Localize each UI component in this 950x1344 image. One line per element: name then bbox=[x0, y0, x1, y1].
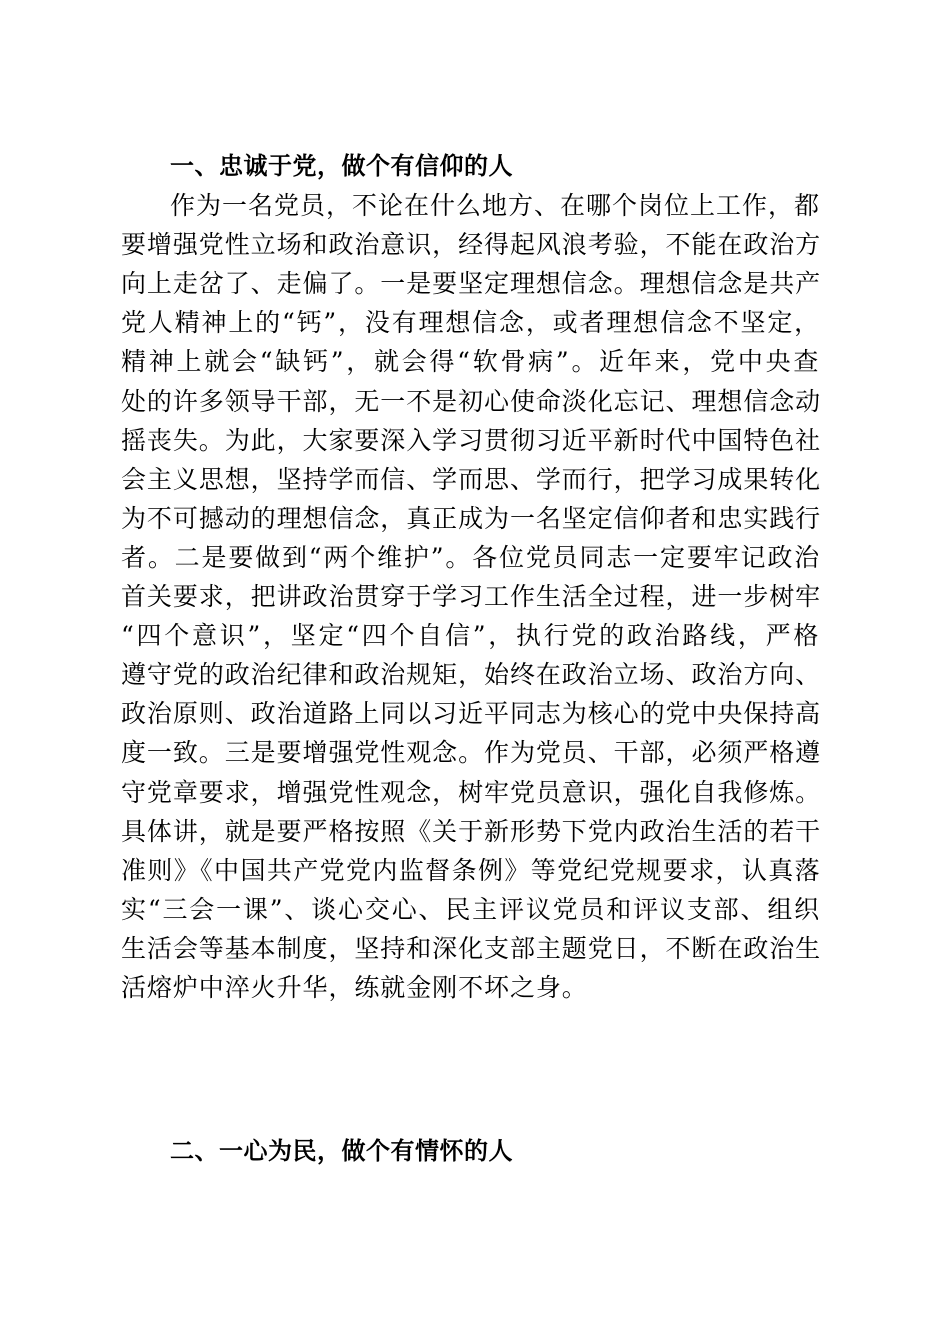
paragraph-line: 守党章要求，增强党性观念，树牢党员意识，强化自我修炼。 bbox=[121, 777, 822, 807]
paragraph-line: 实“三会一课”、谈心交心、民主评议党员和评议支部、组织 bbox=[121, 894, 821, 924]
paragraph-line: 遵守党的政治纪律和政治规矩，始终在政治立场、政治方向、 bbox=[121, 660, 822, 690]
paragraph-line: 度一致。三是要增强党性观念。作为党员、干部，必须严格遵 bbox=[121, 738, 822, 768]
paragraph-line: 摇丧失。为此，大家要深入学习贯彻习近平新时代中国特色社 bbox=[121, 425, 822, 455]
paragraph-line: 准则》《中国共产党党内监督条例》等党纪党规要求，认真落 bbox=[121, 855, 822, 885]
paragraph-line: 活熔炉中淬火升华，练就金刚不坏之身。 bbox=[121, 973, 588, 1002]
paragraph-line: 党人精神上的“钙”，没有理想信念，或者理想信念不坚定， bbox=[121, 308, 821, 338]
paragraph-line: 为不可撼动的理想信念，真正成为一名坚定信仰者和忠实践行 bbox=[121, 503, 822, 533]
paragraph-line: 首关要求，把讲政治贯穿于学习工作生活全过程，进一步树牢 bbox=[121, 582, 822, 611]
paragraph-line: 向上走岔了、走偏了。一是要坚定理想信念。理想信念是共产 bbox=[121, 269, 822, 299]
paragraph-line: 会主义思想，坚持学而信、学而思、学而行，把学习成果转化 bbox=[121, 464, 822, 494]
paragraph-line: 具体讲，就是要严格按照《关于新形势下党内政治生活的若干 bbox=[121, 816, 822, 846]
section-heading-2: 二、一心为民，做个有情怀的人 bbox=[170, 1137, 513, 1165]
paragraph-line: 精神上就会“缺钙”，就会得“软骨病”。近年来，党中央查 bbox=[121, 347, 822, 377]
paragraph-line: “四个意识”，坚定“四个自信”，执行党的政治路线，严格 bbox=[121, 621, 822, 651]
paragraph-line: 处的许多领导干部，无一不是初心使命淡化忘记、理想信念动 bbox=[121, 386, 822, 416]
paragraph-line: 者。二是要做到“两个维护”。各位党员同志一定要牢记政治 bbox=[121, 542, 821, 572]
paragraph-line: 作为一名党员，不论在什么地方、在哪个岗位上工作，都 bbox=[170, 191, 821, 220]
paragraph-line: 生活会等基本制度，坚持和深化支部主题党日，不断在政治生 bbox=[121, 933, 822, 963]
section-heading-1: 一、忠诚于党，做个有信仰的人 bbox=[170, 152, 513, 180]
paragraph-line: 要增强党性立场和政治意识，经得起风浪考验，不能在政治方 bbox=[121, 230, 822, 260]
paragraph-line: 政治原则、政治道路上同以习近平同志为核心的党中央保持高 bbox=[121, 699, 822, 729]
